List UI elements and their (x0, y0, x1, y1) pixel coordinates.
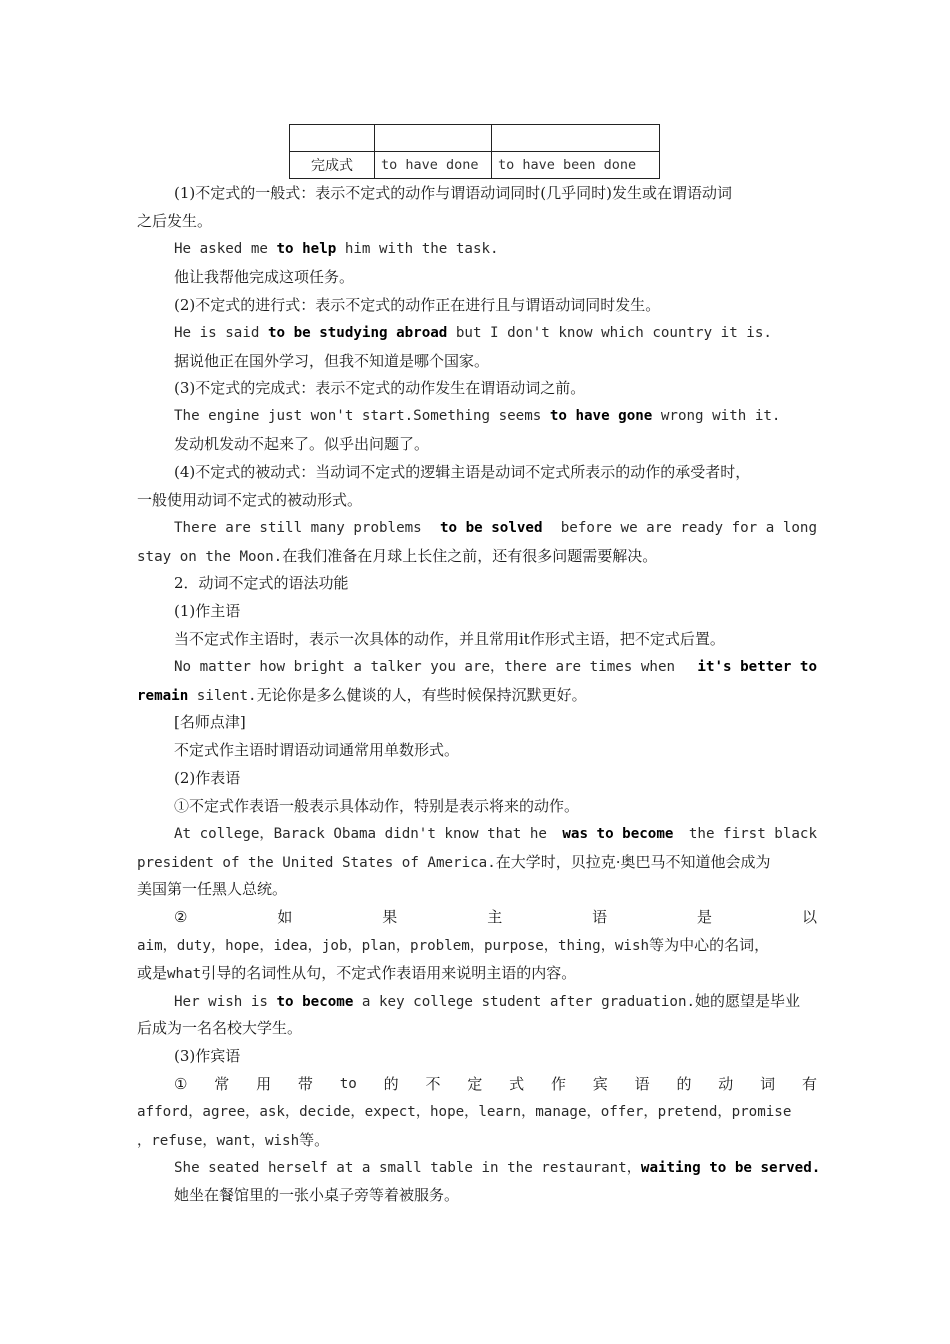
example-translation: 他让我帮他完成这项任务。 (174, 268, 355, 286)
paragraph-object-1-cont: ，refuse，want，wish等。 (137, 1131, 330, 1149)
paragraph-predicative-2-cont: aim，duty，hope，idea，job，plan，problem，purpose，thing，wish等为中心的名词， (137, 936, 770, 954)
example-sentence: The engine just won't start.Something seems to have gone wrong with it. (174, 408, 781, 424)
table-cell: to have been done (492, 152, 660, 179)
paragraph-object-1-cont: afford，agree，ask，decide，expect，hope，learn，manage，offer，pretend，promise (137, 1104, 792, 1120)
example-sentence-cont: stay on the Moon.在我们准备在月球上长住之前，还有很多问题需要解决。 (137, 547, 658, 565)
example-sentence: Her wish is to become a key college student after graduation.她的愿望是毕业 (174, 992, 801, 1010)
paragraph-simple-form: (1)不定式的一般式：表示不定式的动作与谓语动词同时(几乎同时)发生或在谓语动词 (174, 184, 732, 202)
paragraph-predicative-2: ② 如 果 主 语 是 以 (174, 908, 817, 926)
table-cell (375, 125, 492, 152)
paragraph-passive-form-cont: 一般使用动词不定式的被动形式。 (137, 491, 363, 509)
subsection-object: (3)作宾语 (174, 1047, 241, 1065)
tip-text: 不定式作主语时谓语动词通常用单数形式。 (174, 741, 460, 759)
example-sentence-cont: remain silent.无论你是多么健谈的人，有些时候保持沉默更好。 (137, 686, 587, 704)
example-sentence-cont: president of the United States of America.在大学时，贝拉克·奥巴马不知道他会成为 (137, 853, 771, 871)
example-translation: 据说他正在国外学习，但我不知道是哪个国家。 (174, 352, 490, 370)
infinitive-forms-table (289, 124, 660, 179)
paragraph-subject: 当不定式作主语时，表示一次具体的动作，并且常用it作形式主语，把不定式后置。 (174, 630, 725, 648)
paragraph-passive-form: (4)不定式的被动式：当动词不定式的逻辑主语是动词不定式所表示的动作的承受者时， (174, 463, 751, 481)
example-sentence: He is said to be studying abroad but I don't know which country it is. (174, 325, 772, 341)
example-sentence: There are still many problems to be solved before we are ready for a long (174, 520, 817, 536)
subsection-predicative: (2)作表语 (174, 769, 241, 787)
table-cell: 完成式 (290, 152, 375, 179)
example-sentence: At college，Barack Obama didn't know that he was to become the first black (174, 826, 817, 842)
table-cell: to have done (375, 152, 492, 179)
subsection-subject: (1)作主语 (174, 602, 241, 620)
example-sentence-cont: 美国第一任黑人总统。 (137, 880, 288, 898)
table-cell (492, 125, 660, 152)
section-heading: 2．动词不定式的语法功能 (174, 574, 349, 592)
example-sentence: He asked me to help him with the task. (174, 241, 499, 257)
tip-heading: [名师点津] (174, 713, 246, 731)
paragraph-predicative-2-cont: 或是what引导的名词性从句，不定式作表语用来说明主语的内容。 (137, 964, 577, 982)
example-translation: 她坐在餐馆里的一张小桌子旁等着被服务。 (174, 1186, 460, 1204)
example-sentence: She seated herself at a small table in the restaurant，waiting to be served. (174, 1160, 821, 1176)
paragraph-object-1: ① 常 用 带 to 的 不 定 式 作 宾 语 的 动 词 有 (174, 1075, 817, 1093)
paragraph-predicative-1: ①不定式作表语一般表示具体动作，特别是表示将来的动作。 (174, 797, 580, 815)
example-sentence: No matter how bright a talker you are，there are times when it's better to (174, 659, 817, 675)
paragraph-perfect-form: (3)不定式的完成式：表示不定式的动作发生在谓语动词之前。 (174, 379, 586, 397)
table-row (290, 125, 660, 152)
table-cell (290, 125, 375, 152)
table-row (290, 152, 660, 179)
example-translation: 发动机发动不起来了。似乎出问题了。 (174, 435, 430, 453)
paragraph-simple-form-cont: 之后发生。 (137, 212, 213, 230)
paragraph-progressive-form: (2)不定式的进行式：表示不定式的动作正在进行且与谓语动词同时发生。 (174, 296, 661, 314)
example-sentence-cont: 后成为一名名校大学生。 (137, 1019, 303, 1037)
